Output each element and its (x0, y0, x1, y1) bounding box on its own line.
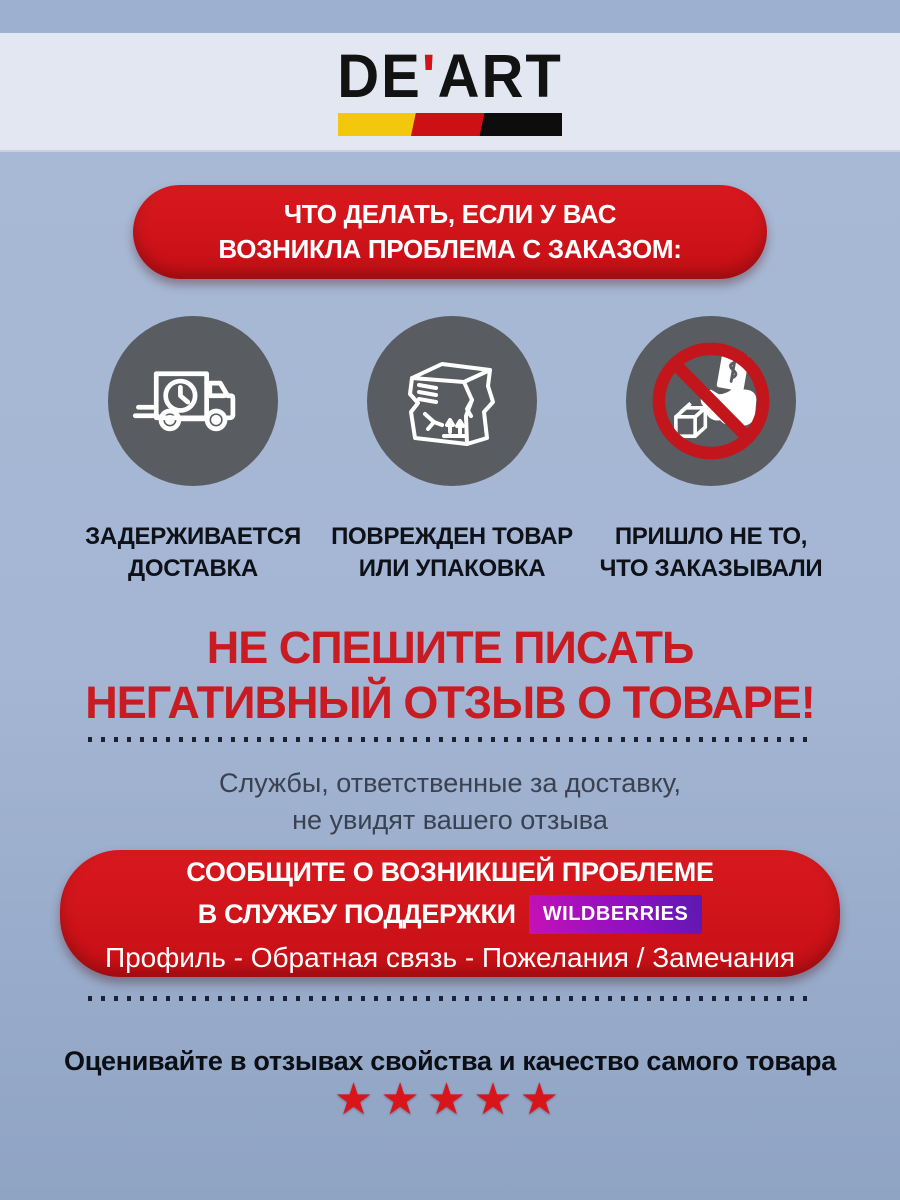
problem-question-banner (133, 185, 767, 279)
five-star-rating (0, 1074, 900, 1125)
problem-label-line: ПОВРЕЖДЕН ТОВАР (331, 523, 573, 550)
delivery-note (0, 765, 900, 839)
problem-label-line: ПРИШЛО НЕ ТО, (614, 523, 808, 550)
dotted-divider-top (88, 737, 812, 742)
support-banner-path: Профиль - Обратная связь - Пожелания / Замечания (104, 942, 795, 973)
headline-line2: НЕГАТИВНЫЙ ОТЗЫВ О ТОВАРЕ! (85, 677, 815, 728)
logo-part-art: ART (437, 41, 563, 111)
note-line1: Службы, ответственные за доставку, (219, 768, 681, 798)
wildberries-badge: WILDBERRIES (529, 895, 703, 934)
note-line2: не увидят вашего отзыва (292, 805, 608, 835)
german-flag-stripe (338, 113, 562, 136)
problem-circle-damaged (367, 316, 537, 486)
problem-circle-wrong-item (626, 316, 796, 486)
problem-label-line: ЗАДЕРЖИВАЕТСЯ (85, 523, 301, 550)
logo-apostrophe: ' (421, 41, 438, 111)
problem-label-line: ИЛИ УПАКОВКА (358, 555, 546, 582)
banner1-line1: ЧТО ДЕЛАТЬ, ЕСЛИ У ВАС (283, 199, 617, 229)
support-banner-line2: В СЛУЖБУ ПОДДЕРЖКИ (197, 899, 516, 929)
logo-band (0, 33, 900, 152)
top-bar (0, 0, 900, 33)
support-banner-row (198, 895, 703, 934)
damaged-box-icon (392, 345, 512, 457)
problem-label-delivery (58, 521, 328, 585)
support-banner (60, 850, 840, 977)
delivery-truck-clock-icon (130, 348, 256, 454)
problem-label-line: ДОСТАВКА (128, 555, 258, 582)
no-money-refund-icon (643, 333, 779, 469)
support-banner-line1: СООБЩИТЕ О ВОЗНИКШЕЙ ПРОБЛЕМЕ (186, 857, 714, 887)
main-warning-headline (0, 620, 900, 730)
problem-label-damaged (317, 521, 587, 585)
problem-label-line: ЧТО ЗАКАЗЫВАЛИ (599, 555, 823, 582)
problem-circle-delivery (108, 316, 278, 486)
logo-part-de: DE (337, 41, 422, 111)
banner1-line2: ВОЗНИКЛА ПРОБЛЕМА С ЗАКАЗОМ: (218, 234, 682, 264)
star-icons: ★★★★★ (333, 1074, 567, 1125)
problem-label-wrong-item (576, 521, 846, 585)
brand-logo-text (337, 41, 563, 111)
headline-line1: НЕ СПЕШИТЕ ПИСАТЬ (206, 622, 694, 673)
brand-logo (337, 41, 563, 136)
dotted-divider-bottom (88, 996, 812, 1001)
review-advice-text: Оценивайте в отзывах свойства и качество самого товара (64, 1046, 836, 1076)
